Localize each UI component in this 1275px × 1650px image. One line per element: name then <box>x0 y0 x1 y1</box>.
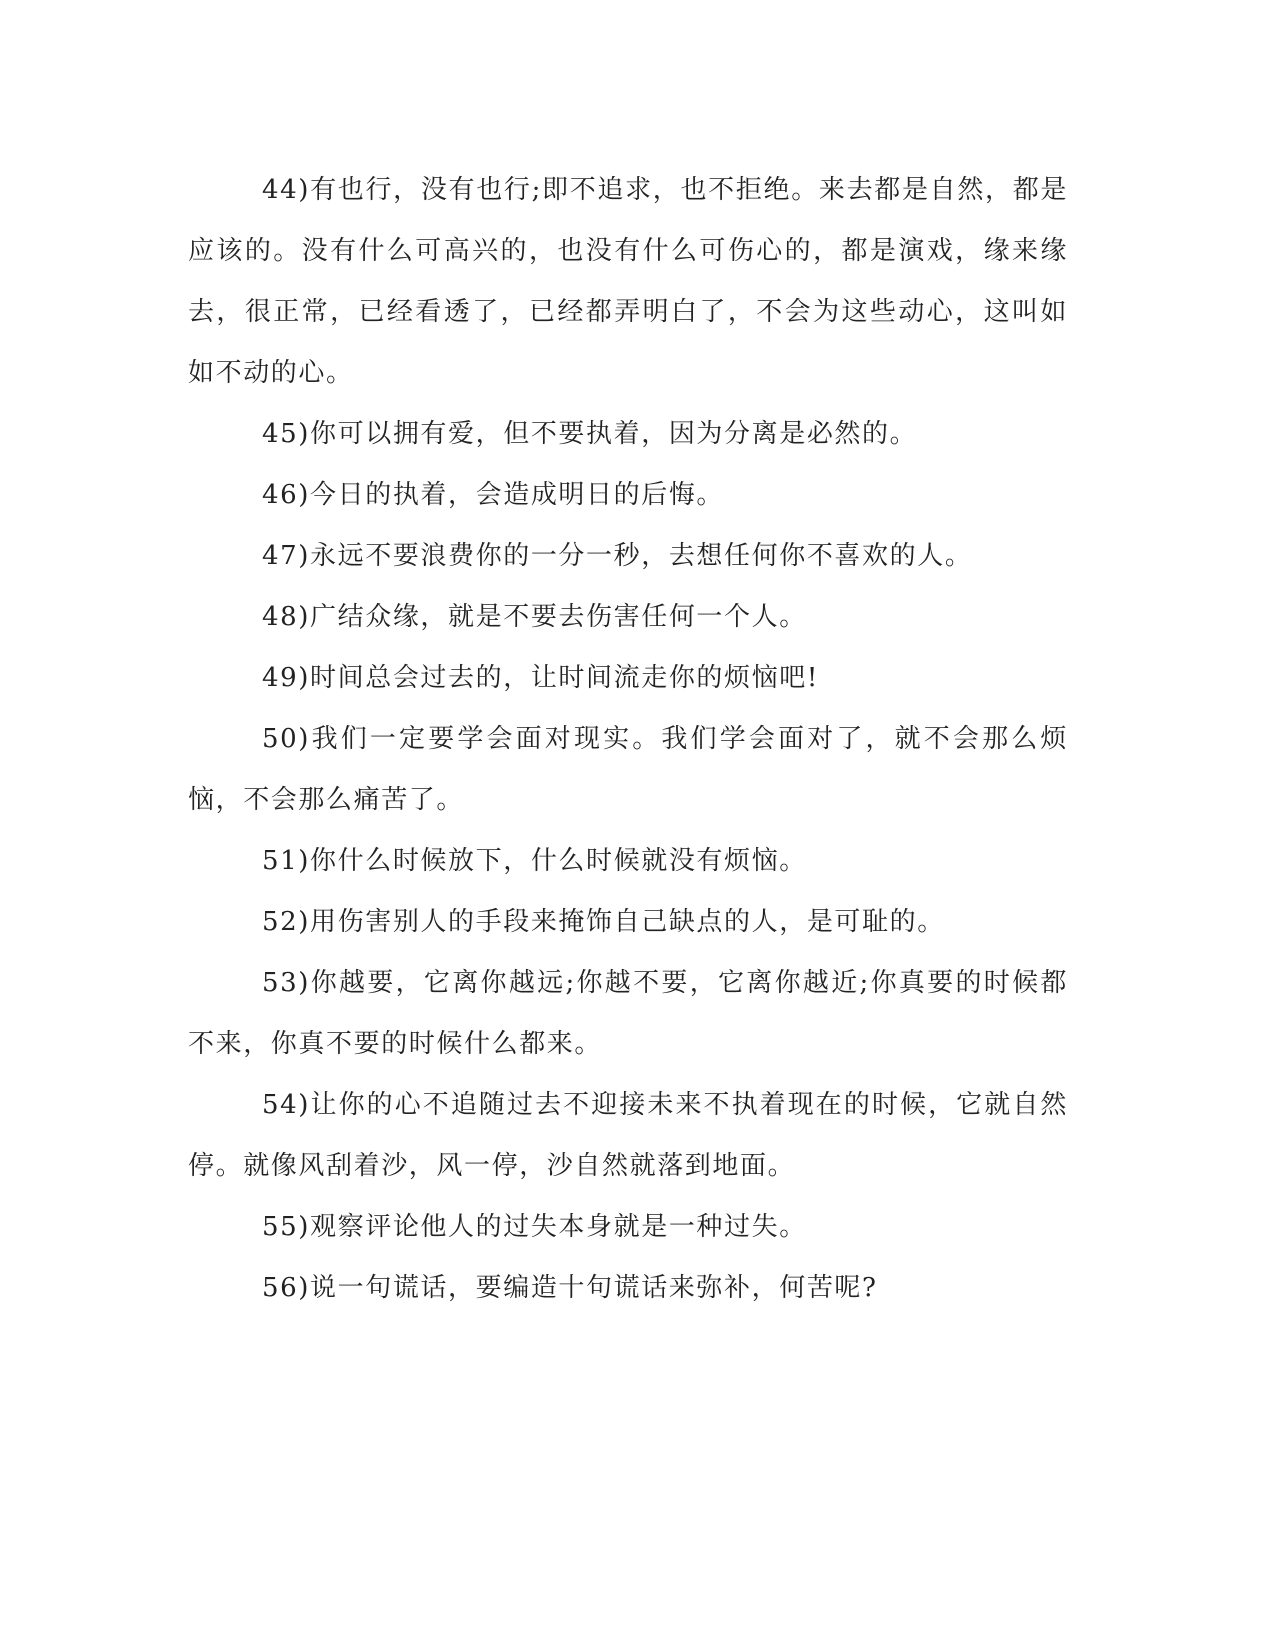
paragraph-47: 47)永远不要浪费你的一分一秒，去想任何你不喜欢的人。 <box>262 541 973 571</box>
paragraph-53: 53)你越要，它离你越远;你越不要，它离你越近;你真要的时候都不来，你真不要的时候什么都来。 <box>188 968 1068 1059</box>
document-body <box>188 160 1068 1319</box>
paragraph-45: 45)你可以拥有爱，但不要执着，因为分离是必然的。 <box>262 419 918 449</box>
paragraph-44: 44)有也行，没有也行;即不追求，也不拒绝。来去都是自然，都是应该的。没有什么可高兴的，也没有什么可伤心的，都是演戏，缘来缘去，很正常，已经看透了，已经都弄明白了，不会为这些动心，这叫如如不动的心。 <box>188 175 1068 388</box>
paragraph-51: 51)你什么时候放下，什么时候就没有烦恼。 <box>262 846 807 876</box>
paragraph-49: 49)时间总会过去的，让时间流走你的烦恼吧! <box>262 663 819 693</box>
paragraph-48: 48)广结众缘，就是不要去伤害任何一个人。 <box>262 602 807 632</box>
paragraph-50: 50)我们一定要学会面对现实。我们学会面对了，就不会那么烦恼，不会那么痛苦了。 <box>188 724 1068 815</box>
paragraph-55: 55)观察评论他人的过失本身就是一种过失。 <box>262 1212 807 1242</box>
paragraph-56: 56)说一句谎话，要编造十句谎话来弥补，何苦呢? <box>262 1273 878 1303</box>
paragraph-54: 54)让你的心不追随过去不迎接未来不执着现在的时候，它就自然停。就像风刮着沙，风一停，沙自然就落到地面。 <box>188 1090 1068 1181</box>
paragraph-46: 46)今日的执着，会造成明日的后悔。 <box>262 480 725 510</box>
paragraph-52: 52)用伤害别人的手段来掩饰自己缺点的人，是可耻的。 <box>262 907 945 937</box>
